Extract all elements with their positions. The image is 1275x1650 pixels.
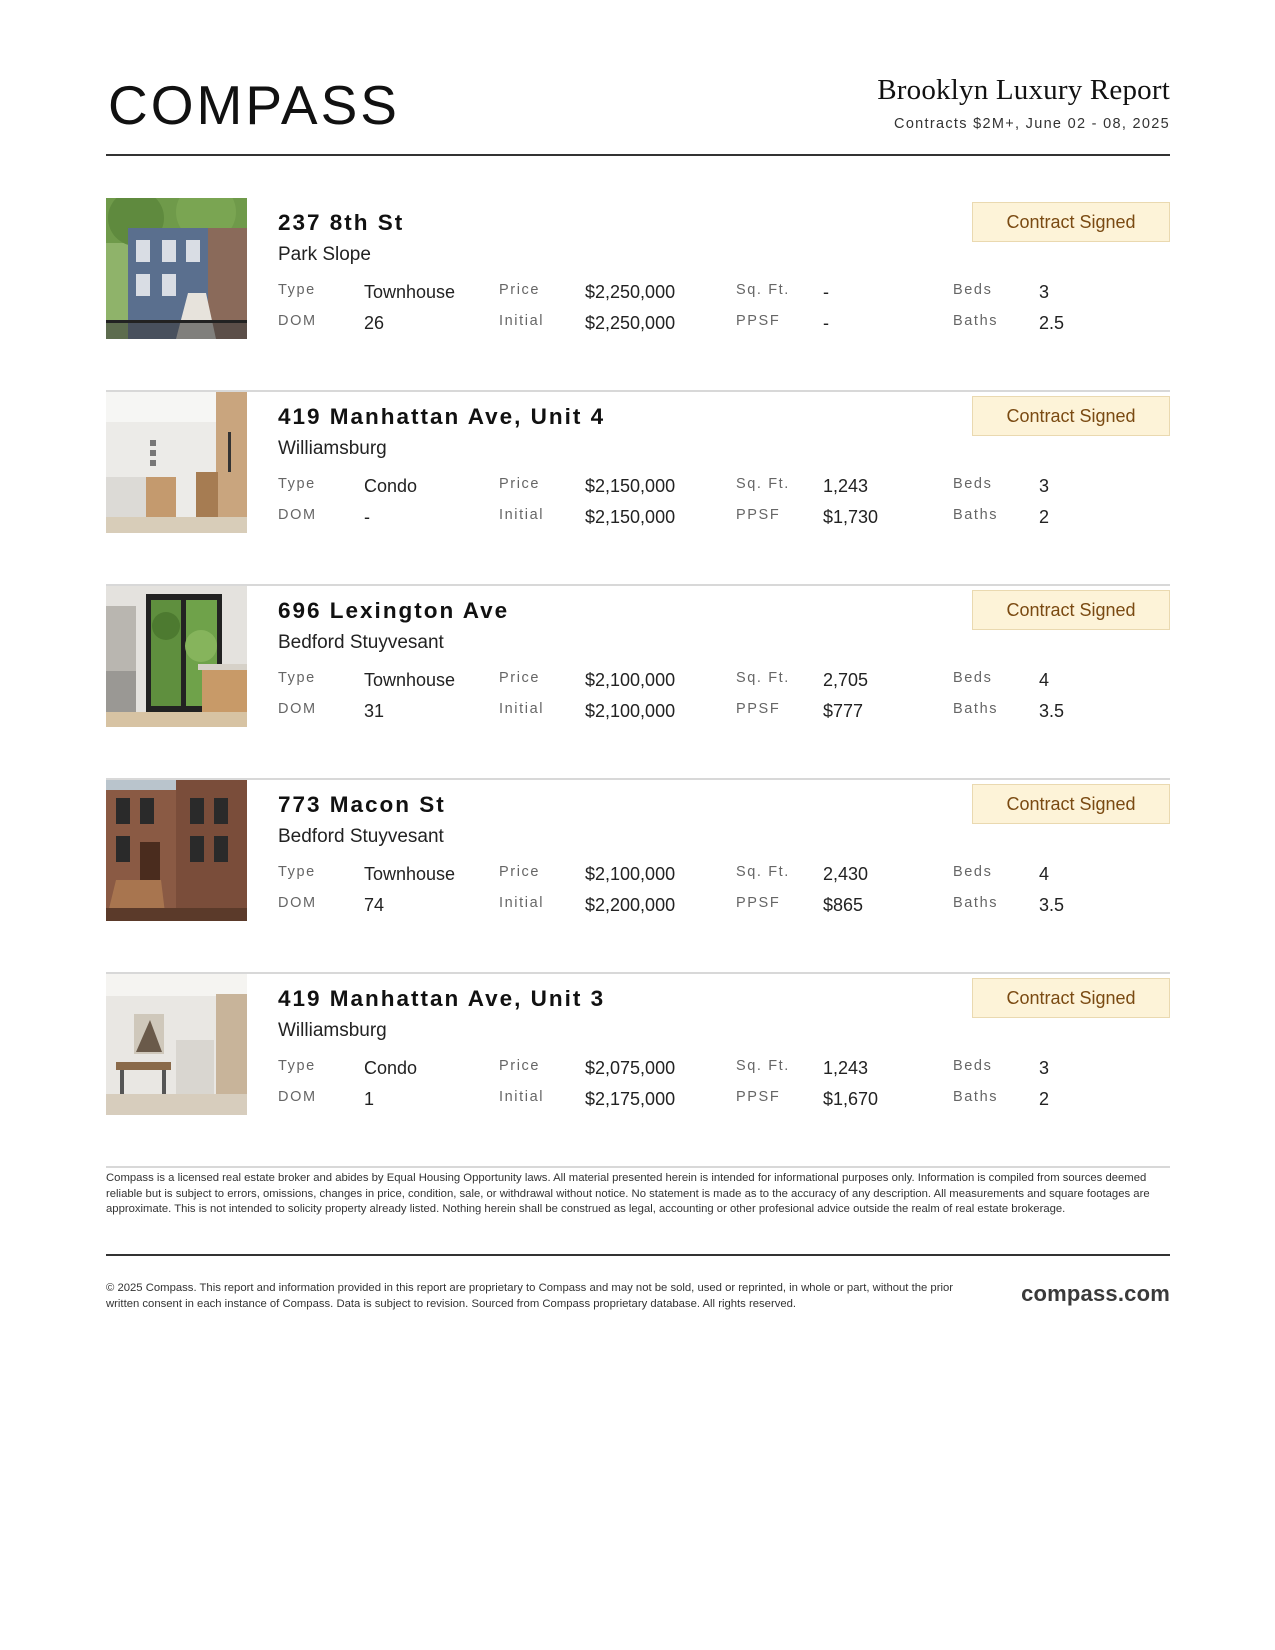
status-badge: Contract Signed: [972, 202, 1170, 242]
beds-value: 3: [1039, 1058, 1050, 1078]
listing-stats: [278, 864, 1170, 926]
dom-value: 1: [364, 1089, 375, 1109]
type-value: Condo: [364, 1058, 418, 1078]
listing-neighborhood: Bedford Stuyvesant: [278, 632, 444, 653]
report-title: Brooklyn Luxury Report: [877, 74, 1170, 106]
sqft-label: Sq. Ft.: [736, 670, 790, 686]
price-value: $2,075,000: [585, 1058, 676, 1078]
sqft-value: -: [823, 282, 829, 302]
listing-neighborhood: Bedford Stuyvesant: [278, 826, 444, 847]
sqft-label: Sq. Ft.: [736, 864, 790, 880]
beds-label: Beds: [953, 476, 993, 492]
price-label: Price: [499, 670, 541, 686]
baths-value: 2: [1039, 1089, 1050, 1109]
ppsf-label: PPSF: [736, 1089, 781, 1105]
initial-value: $2,175,000: [585, 1089, 676, 1109]
sqft-label: Sq. Ft.: [736, 1058, 790, 1074]
dom-value: 31: [364, 701, 385, 721]
beds-value: 4: [1039, 670, 1050, 690]
dom-value: -: [364, 507, 370, 527]
type-label: Type: [278, 476, 316, 492]
listing-stats: [278, 670, 1170, 732]
dom-value: 26: [364, 313, 385, 333]
price-label: Price: [499, 282, 541, 298]
report-subtitle: Contracts $2M+, June 02 - 08, 2025: [894, 116, 1170, 132]
listing-photo: [106, 780, 247, 921]
listing-card: [106, 198, 1170, 392]
sqft-value: 1,243: [823, 476, 869, 496]
baths-value: 2: [1039, 507, 1050, 527]
baths-label: Baths: [953, 895, 999, 911]
type-value: Condo: [364, 476, 418, 496]
dom-label: DOM: [278, 507, 317, 523]
sqft-label: Sq. Ft.: [736, 476, 790, 492]
baths-label: Baths: [953, 701, 999, 717]
listing-card: [106, 586, 1170, 780]
initial-label: Initial: [499, 701, 545, 717]
status-badge: Contract Signed: [972, 590, 1170, 630]
listing-address: 696 Lexington Ave: [278, 598, 510, 623]
sqft-value: 1,243: [823, 1058, 869, 1078]
beds-label: Beds: [953, 282, 993, 298]
listing-neighborhood: Williamsburg: [278, 1020, 387, 1041]
sqft-label: Sq. Ft.: [736, 282, 790, 298]
baths-label: Baths: [953, 507, 999, 523]
listing-stats: [278, 1058, 1170, 1120]
initial-label: Initial: [499, 895, 545, 911]
price-value: $2,100,000: [585, 670, 676, 690]
price-value: $2,250,000: [585, 282, 676, 302]
initial-value: $2,200,000: [585, 895, 676, 915]
ppsf-value: $1,730: [823, 507, 879, 527]
initial-label: Initial: [499, 1089, 545, 1105]
ppsf-label: PPSF: [736, 895, 781, 911]
listing-neighborhood: Williamsburg: [278, 438, 387, 459]
beds-label: Beds: [953, 1058, 993, 1074]
initial-label: Initial: [499, 313, 545, 329]
listing-stats: [278, 282, 1170, 344]
ppsf-label: PPSF: [736, 507, 781, 523]
beds-value: 3: [1039, 282, 1050, 302]
listing-address: 773 Macon St: [278, 792, 446, 817]
ppsf-value: $1,670: [823, 1089, 879, 1109]
beds-label: Beds: [953, 670, 993, 686]
type-value: Townhouse: [364, 670, 456, 690]
listing-address: 237 8th St: [278, 210, 405, 235]
header-divider: [106, 154, 1170, 156]
legal-disclaimer: Compass is a licensed real estate broker and abides by Equal Housing Opportunity laws. All material presented herein is intended for informational purposes only. Information is compiled from sources deemed reliable but is subject to errors, omissions, changes in price, condition, sale, or withdrawal without notice. No statement is made as to the accuracy of any description. All measurements and square footages are approximate. This is not intended to solicity property already listed. Nothing herein shall be construed as legal, accounting or other profesional advice outside the realm of real estate brokerage.: [106, 1172, 1150, 1215]
listing-card: [106, 974, 1170, 1168]
price-label: Price: [499, 476, 541, 492]
listing-divider: [106, 1166, 1170, 1168]
dom-value: 74: [364, 895, 385, 915]
baths-label: Baths: [953, 1089, 999, 1105]
ppsf-value: $865: [823, 895, 864, 915]
listing-neighborhood: Park Slope: [278, 244, 371, 265]
dom-label: DOM: [278, 313, 317, 329]
listing-photo: [106, 974, 247, 1115]
type-label: Type: [278, 864, 316, 880]
baths-value: 3.5: [1039, 895, 1065, 915]
dom-label: DOM: [278, 701, 317, 717]
footer-divider: [106, 1254, 1170, 1256]
sqft-value: 2,705: [823, 670, 869, 690]
beds-label: Beds: [953, 864, 993, 880]
baths-value: 3.5: [1039, 701, 1065, 721]
dom-label: DOM: [278, 1089, 317, 1105]
price-label: Price: [499, 864, 541, 880]
beds-value: 3: [1039, 476, 1050, 496]
dom-label: DOM: [278, 895, 317, 911]
website-link[interactable]: compass.com: [1021, 1281, 1170, 1306]
price-label: Price: [499, 1058, 541, 1074]
initial-value: $2,150,000: [585, 507, 676, 527]
sqft-value: 2,430: [823, 864, 869, 884]
price-value: $2,100,000: [585, 864, 676, 884]
listing-photo: [106, 392, 247, 533]
ppsf-label: PPSF: [736, 313, 781, 329]
ppsf-value: -: [823, 313, 829, 333]
initial-label: Initial: [499, 507, 545, 523]
status-badge: Contract Signed: [972, 784, 1170, 824]
listing-card: [106, 780, 1170, 974]
beds-value: 4: [1039, 864, 1050, 884]
type-label: Type: [278, 670, 316, 686]
baths-label: Baths: [953, 313, 999, 329]
price-value: $2,150,000: [585, 476, 676, 496]
copyright-notice: © 2025 Compass. This report and information provided in this report are proprietary to Compass and may not be sold, used or reprinted, in whole or part, without the prior written consent in each instance of Compass. Data is subject to revision. Sourced from Compass proprietary database. All rights reserved.: [106, 1282, 954, 1310]
baths-value: 2.5: [1039, 313, 1065, 333]
status-badge: Contract Signed: [972, 978, 1170, 1018]
initial-value: $2,250,000: [585, 313, 676, 333]
ppsf-value: $777: [823, 701, 864, 721]
listing-stats: [278, 476, 1170, 538]
type-value: Townhouse: [364, 864, 456, 884]
status-badge: Contract Signed: [972, 396, 1170, 436]
listing-address: 419 Manhattan Ave, Unit 3: [278, 986, 606, 1011]
type-label: Type: [278, 1058, 316, 1074]
svg-text:COMPASS: COMPASS: [108, 74, 400, 134]
type-label: Type: [278, 282, 316, 298]
listing-photo: [106, 586, 247, 727]
listing-card: [106, 392, 1170, 586]
compass-logo: [108, 74, 428, 134]
ppsf-label: PPSF: [736, 701, 781, 717]
listing-address: 419 Manhattan Ave, Unit 4: [278, 404, 606, 429]
type-value: Townhouse: [364, 282, 456, 302]
report-header: [106, 60, 1170, 156]
listing-photo: [106, 198, 247, 339]
initial-value: $2,100,000: [585, 701, 676, 721]
